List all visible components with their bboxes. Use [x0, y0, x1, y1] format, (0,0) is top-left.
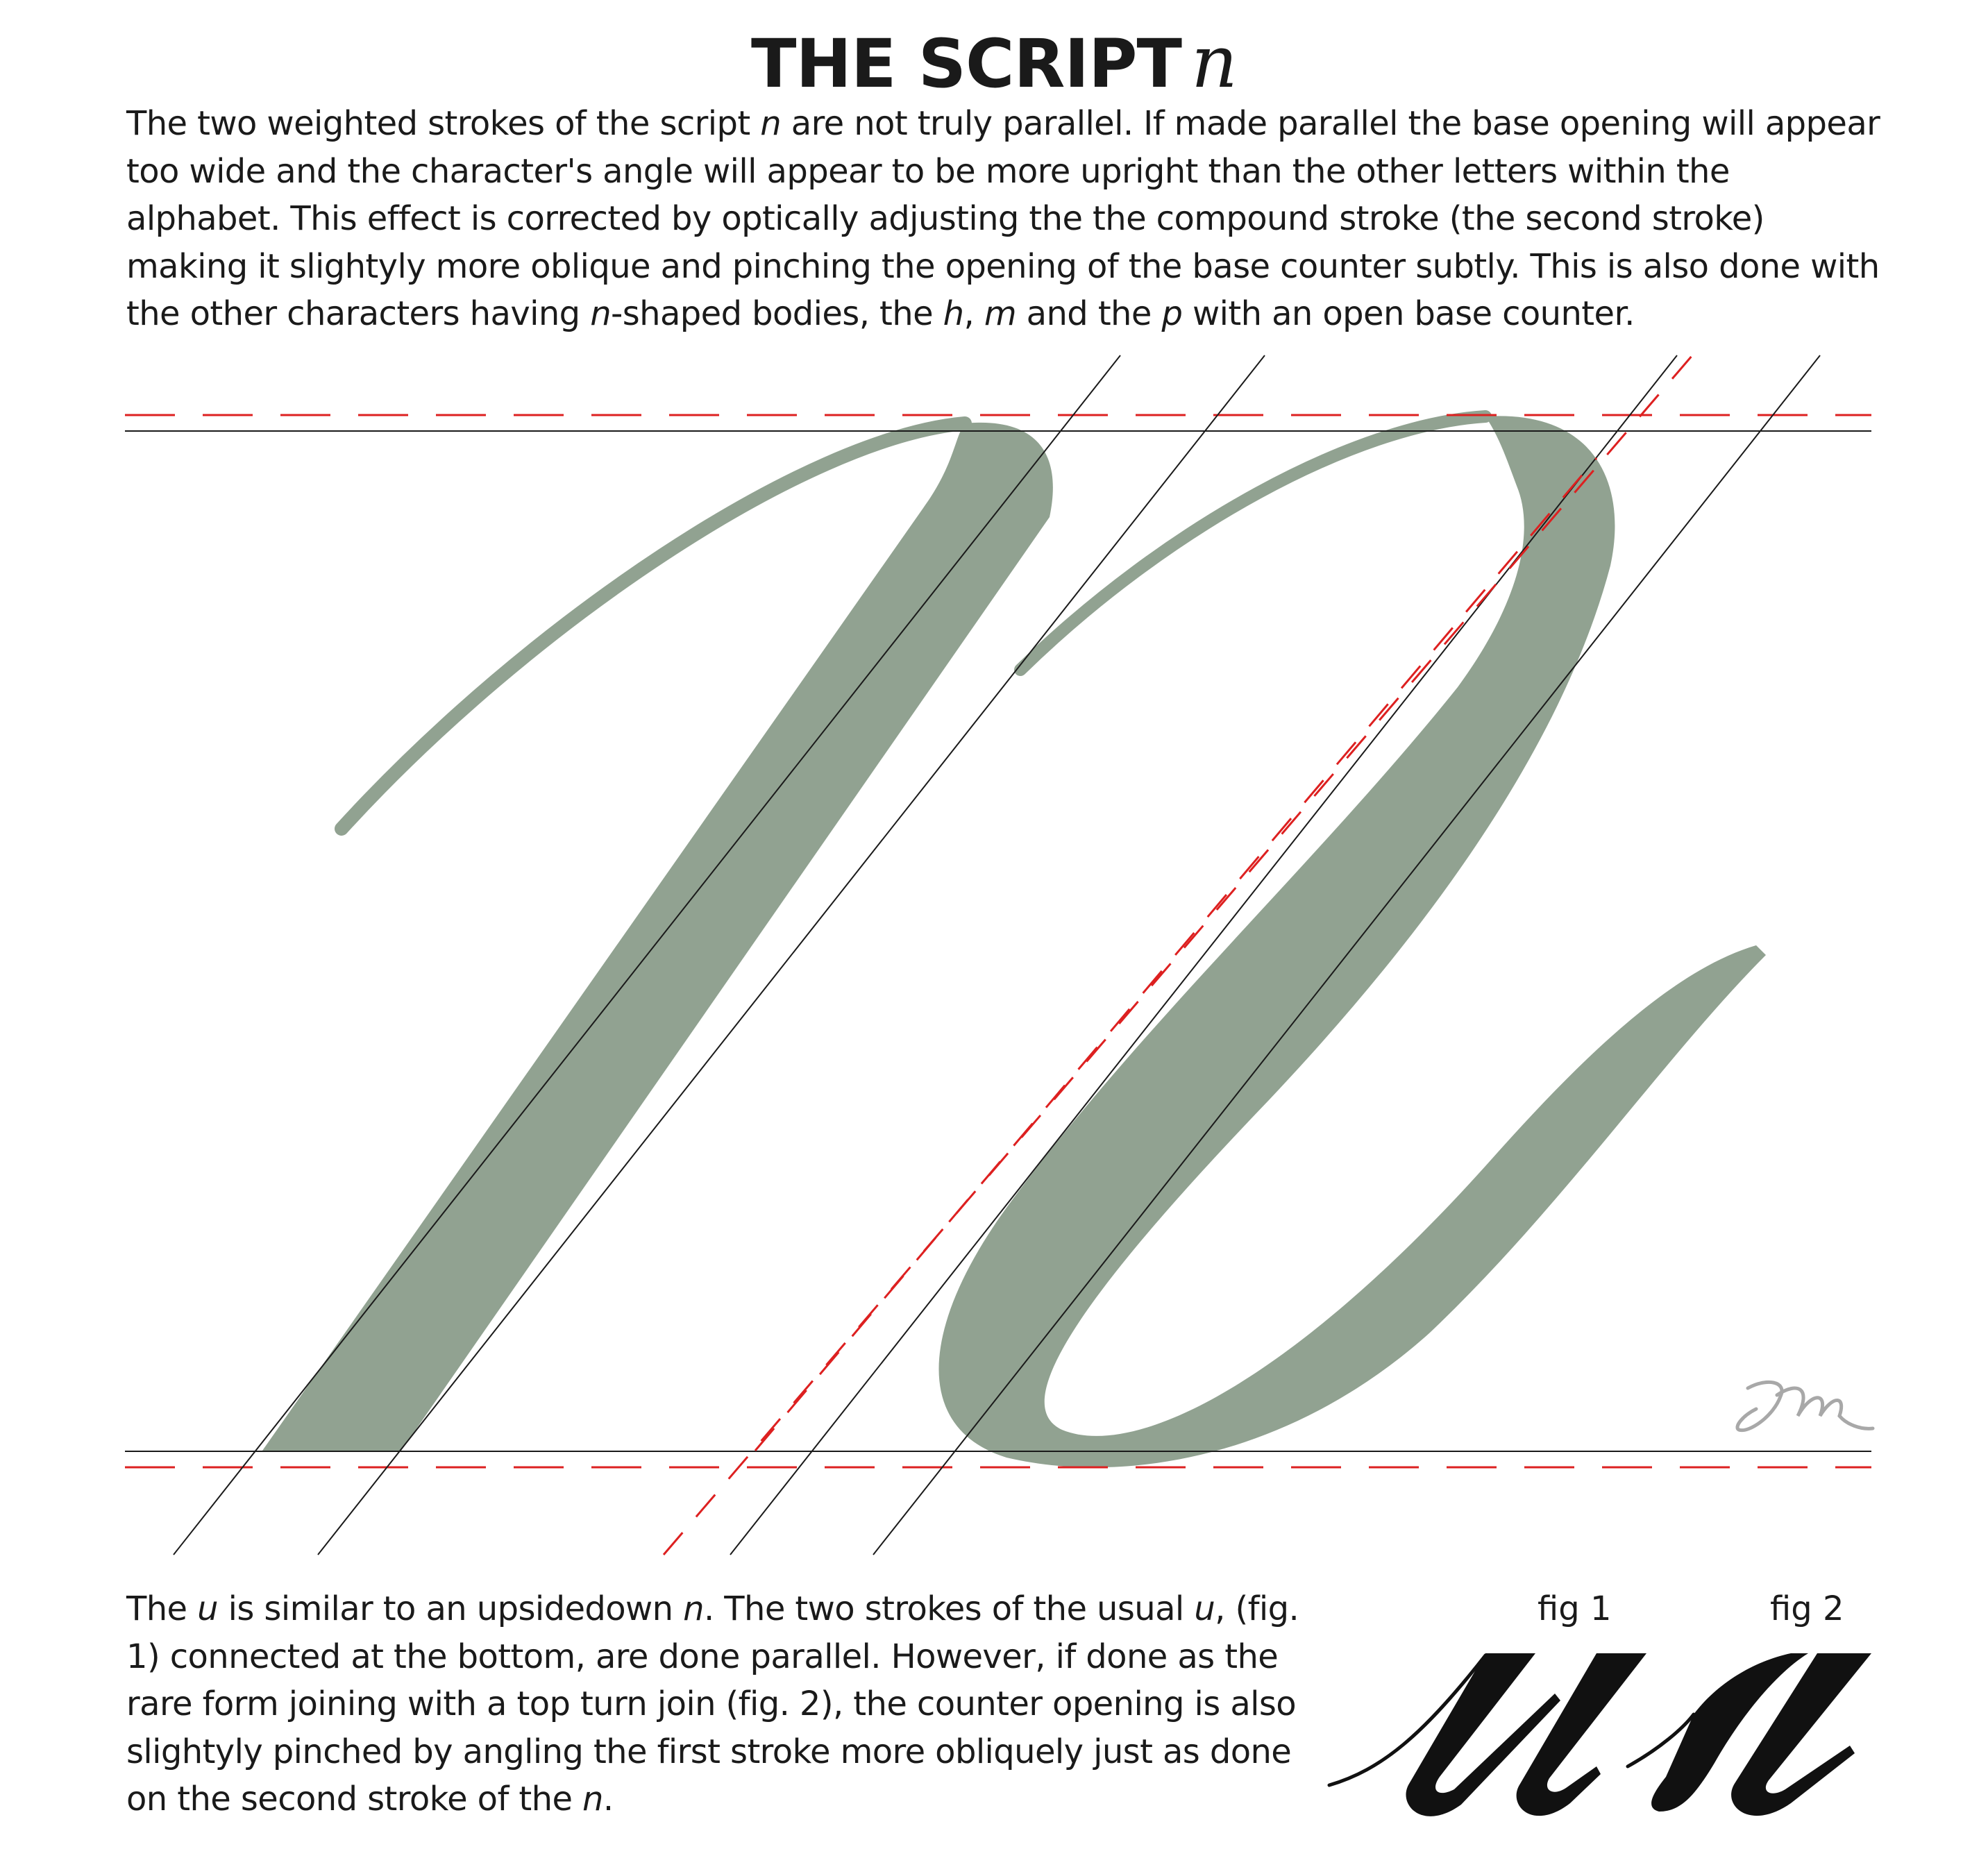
intro-letter-n: n	[590, 294, 612, 333]
intro-text: The two weighted strokes of the script	[126, 104, 761, 143]
intro-letter-n: n	[760, 104, 782, 143]
outro-text: The	[126, 1589, 198, 1628]
intro-letter-m: m	[984, 294, 1016, 333]
fig1-label: fig 1	[1538, 1589, 1612, 1628]
outro-letter-n: n	[582, 1780, 603, 1818]
intro-text: -shaped bodies, the	[611, 294, 943, 333]
signature-monogram	[1737, 1382, 1873, 1430]
intro-letter-p: p	[1161, 294, 1183, 333]
n-arch-hairline	[1020, 416, 1485, 670]
outro-letter-u: u	[197, 1589, 218, 1628]
fig2-rare-u	[1628, 1653, 1871, 1816]
title-text: THE SCRIPT	[751, 25, 1181, 103]
intro-text: with an open base counter.	[1182, 294, 1635, 333]
intro-text: ,	[963, 294, 984, 333]
outro-letter-n: n	[683, 1589, 704, 1628]
intro-text: are not truly parallel. If made parallel the base opening will appear too wide and the character's angle will appear to be more upright than the other letters within the alphabet. This effect is corrected by optically adjusting the the compound stroke (the second stroke) making it slightyly more oblique and pinching the opening of the base counter subtly. This is also done with the other characters having	[126, 104, 1880, 333]
slant-guide-line	[730, 355, 1677, 1555]
fig1-second-stroke	[1517, 1653, 1646, 1816]
fig2-label: fig 2	[1770, 1589, 1844, 1628]
n-compound-stroke	[939, 416, 1767, 1467]
outro-text: .	[603, 1780, 614, 1818]
outro-letter-u: u	[1194, 1589, 1215, 1628]
slant-guide-line	[318, 355, 1265, 1555]
intro-text: and the	[1016, 294, 1162, 333]
outro-text: . The two strokes of the usual	[703, 1589, 1195, 1628]
outro-paragraph	[126, 1585, 1334, 1823]
outro-text: is similar to an upsidedown	[217, 1589, 684, 1628]
fig1-usual-u	[1329, 1653, 1646, 1816]
title-script-n: n	[1190, 19, 1237, 104]
outro-text: , (fig. 1) connected at the bottom, are done parallel. However, if done as the rare form joining with a top turn join (fig. 2), the counter opening is also slightyly pinched by angling the first stroke more obliquely just as done on the second stroke of the	[126, 1589, 1299, 1818]
intro-letter-h: h	[943, 294, 964, 333]
